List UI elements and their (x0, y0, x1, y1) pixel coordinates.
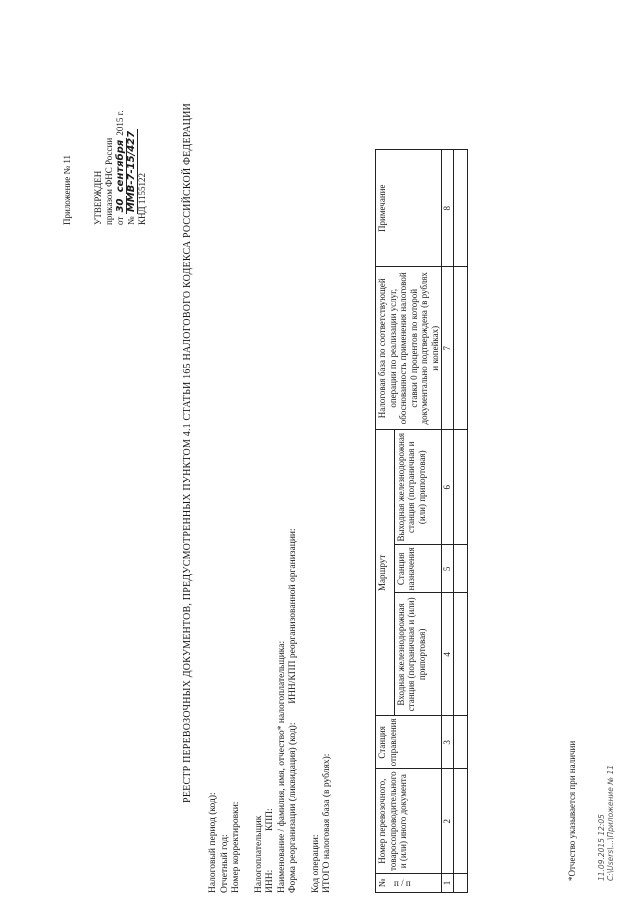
col-destination-header: Станция назначения (394, 545, 441, 593)
total-tax-base-label: ИТОГО налоговая база (в рублях): (322, 753, 332, 893)
table-header-row (376, 150, 395, 893)
column-number: 3 (442, 716, 454, 769)
col-tax-base-header: Налоговая база по соответствующей операции по реализации услуг, обоснованность применения налоговой ставки 0 процентов по которой документально подтверждена (в рублях и копейках) (376, 267, 442, 430)
operation-code-label: Код операции: (310, 834, 321, 893)
approval-number: № ММВ-7-15/427 (126, 130, 137, 225)
knd-code: КНД 1155122 (137, 172, 147, 225)
column-number: 6 (442, 430, 454, 545)
tax-period-label: Налоговый период (код): (208, 792, 218, 893)
col-entry-station-header: Входная железнодорожная станция (пограничная и (или) припортовая) (394, 593, 441, 716)
registry-table (375, 149, 468, 893)
handwritten-day: 30 (115, 198, 126, 213)
file-stamp (598, 765, 615, 881)
table-cell (454, 545, 468, 593)
approved-label: УТВЕРЖДЕН (93, 170, 103, 225)
taxpayer-name-label: Наименование / фамилия, имя, отчество* налогоплательщика: (276, 640, 287, 893)
column-number: 4 (442, 593, 454, 716)
reorg-inn-kpp-label: ИНН/КПП реорганизованной организации: (288, 528, 298, 704)
col-departure-header: Станция отправления (376, 716, 442, 769)
table-cell (454, 267, 468, 430)
inn-kpp-row (265, 528, 277, 893)
column-number: 8 (442, 150, 454, 267)
handwritten-month: сентября (115, 139, 126, 193)
correction-number-label: Номер корректировки: (231, 801, 241, 893)
approval-block (62, 110, 148, 225)
table-row (454, 150, 468, 893)
table-cell (454, 430, 468, 545)
col-num-header: № п / п (376, 874, 442, 893)
column-number: 5 (442, 545, 454, 593)
annex-number: Приложение № 11 (62, 154, 72, 225)
column-number: 7 (442, 267, 454, 430)
file-stamp-date: 11.09.2015 12:05 (597, 814, 606, 881)
approved-order: приказом ФНС России (104, 137, 114, 225)
inn-label: ИНН: (265, 869, 275, 893)
column-number: 2 (442, 769, 454, 874)
handwritten-number: ММВ-7-15/427 (126, 130, 137, 213)
reorg-row (288, 528, 300, 893)
table-cell (454, 874, 468, 893)
footnote: *Отчество указывается при наличии (567, 740, 577, 881)
col-route-header: Маршрут (376, 430, 395, 716)
table-cell (454, 150, 468, 267)
taxpayer-info-block (208, 528, 334, 893)
col-doc-header: Номер перевозочного, товаросопроводительного и (или) иного документа (376, 769, 442, 874)
report-year-label: Отчетный год: (219, 834, 230, 893)
document-title: РЕЕСТР ПЕРЕВОЗОЧНЫХ ДОКУМЕНТОВ, ПРЕДУСМОТРЕННЫХ ПУНКТОМ 4.1 СТАТЬИ 165 НАЛОГОВОГО КОДЕКСА РОССИЙСКОЙ ФЕДЕРАЦИИ (182, 103, 193, 803)
column-numbers-row (442, 150, 454, 893)
col-note-header: Примечание (376, 150, 442, 267)
column-number: 1 (442, 874, 454, 893)
kpp-label: КПП: (265, 808, 275, 832)
table-cell (454, 593, 468, 716)
approval-date: от 30 сентября 2015 г. (115, 110, 126, 225)
taxpayer-label: Налогоплательщик (253, 815, 264, 893)
reorg-form-label: Форма реорганизации (ликвидация) (код): (288, 722, 298, 893)
file-stamp-path: C:\Users\...\Приложение № 11 (605, 764, 615, 881)
table-cell (454, 716, 468, 769)
table-cell (454, 769, 468, 874)
col-exit-station-header: Выходная железнодорожная станция (пограничная и (или) припортовая) (394, 430, 441, 545)
col-num-vertical: п / п (393, 877, 411, 888)
